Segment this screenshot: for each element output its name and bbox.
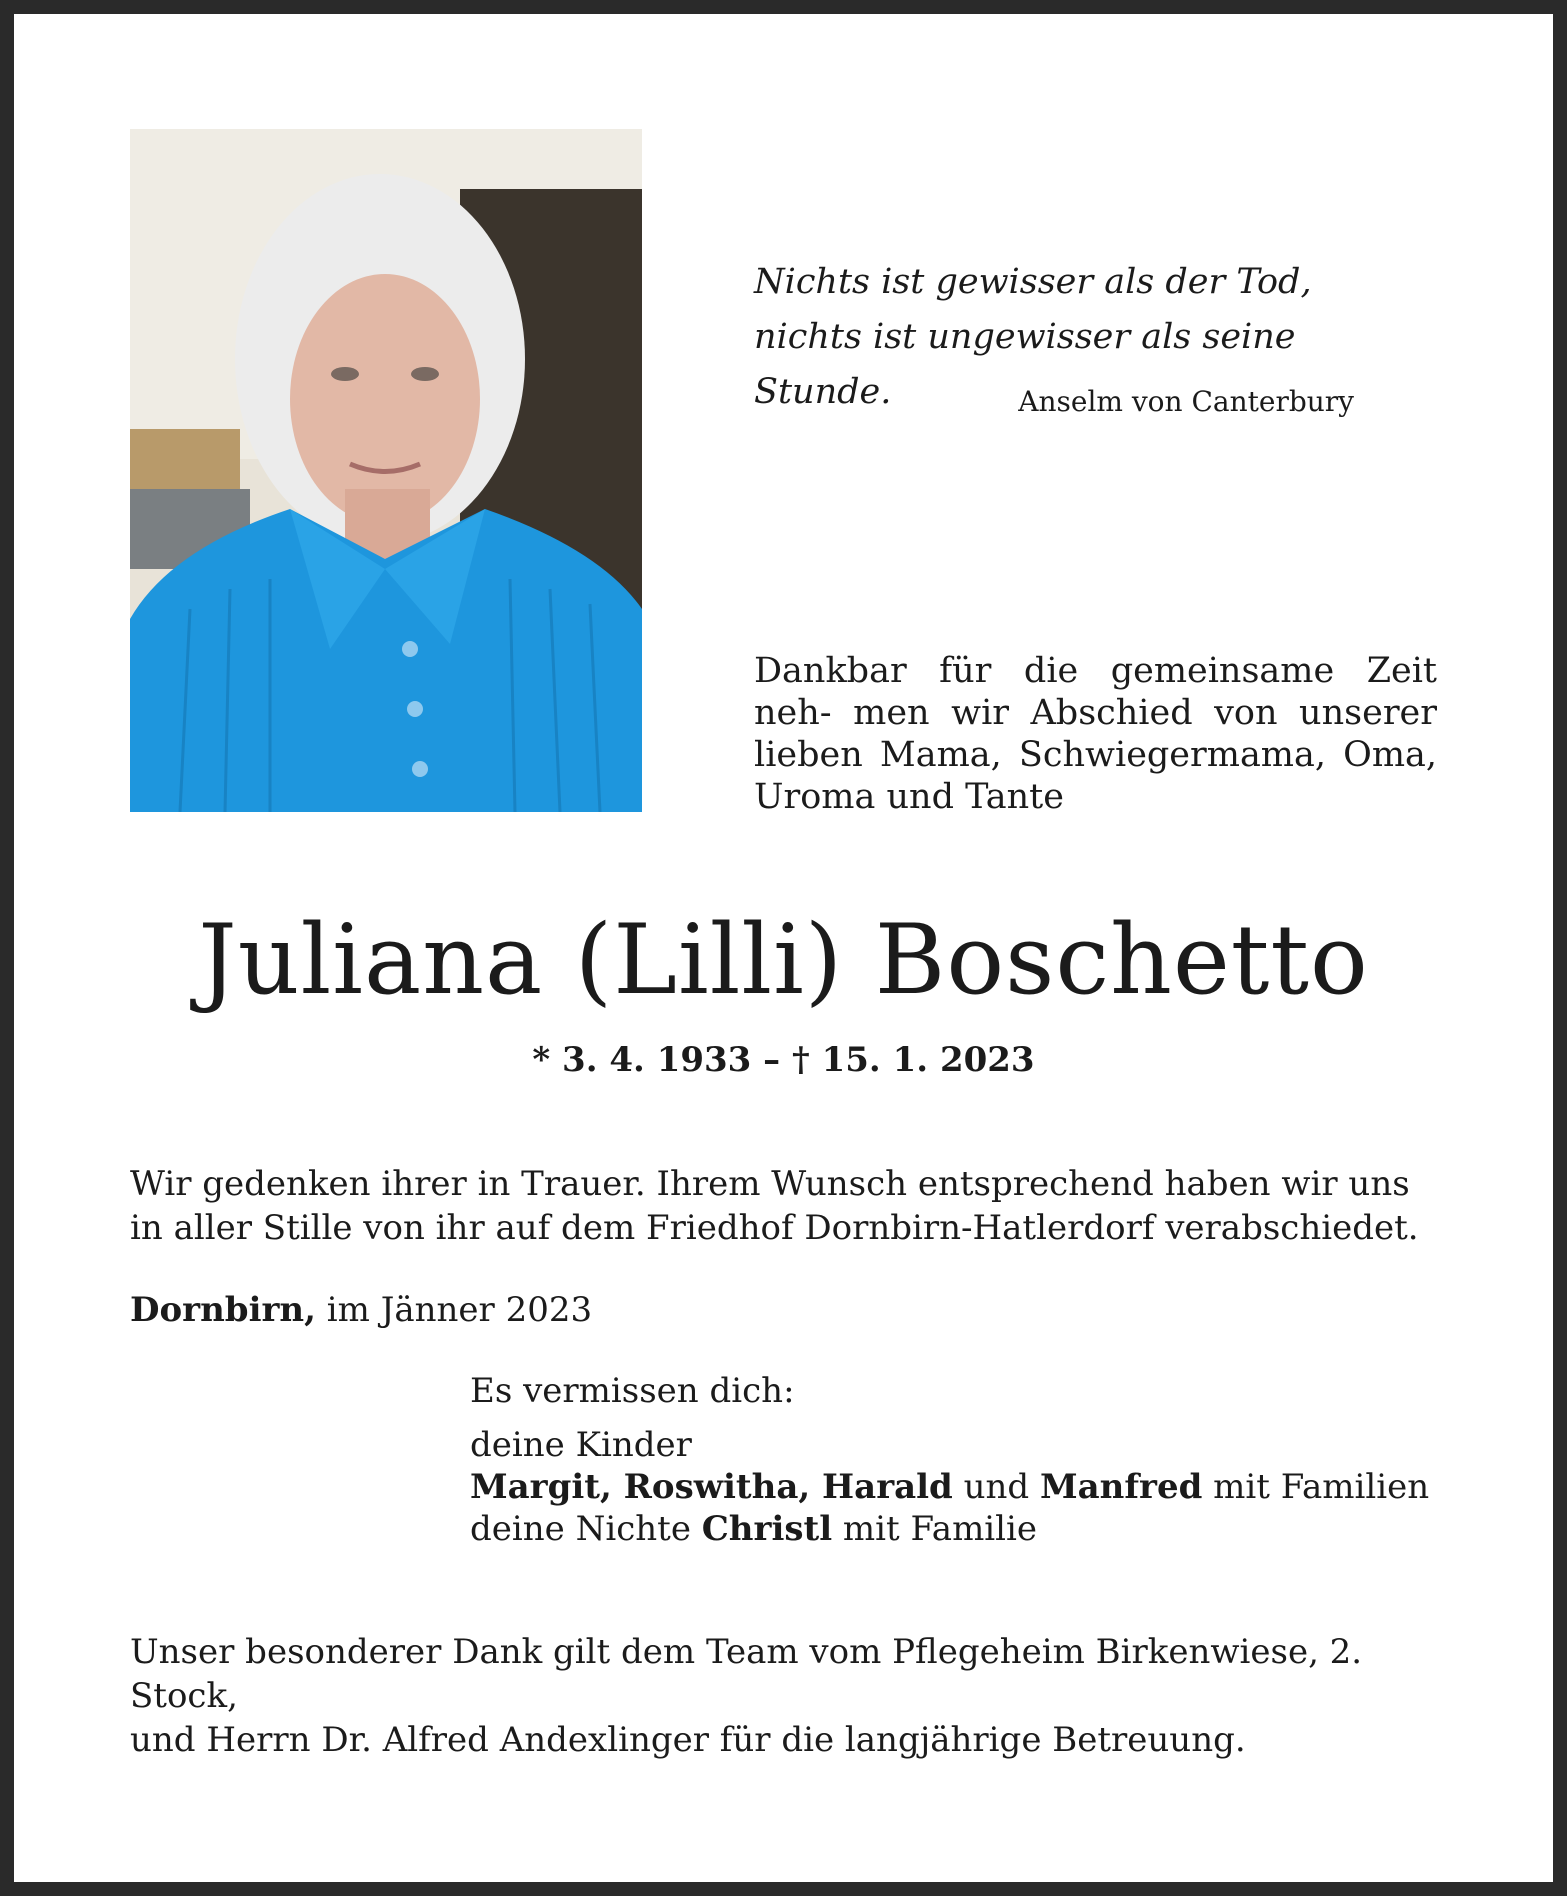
- niece-prefix: deine Nichte: [470, 1509, 702, 1549]
- quote-line-2: nichts ist ungewisser als seine Stunde.: [754, 317, 1296, 412]
- mourners-list: [470, 1370, 1450, 1550]
- children-intro: deine Kinder: [470, 1425, 692, 1465]
- thanks-line-2: und Herrn Dr. Alfred Andexlinger für die langjährige Betreuung.: [130, 1720, 1246, 1760]
- thanks-paragraph: [130, 1630, 1440, 1762]
- niece-suffix: mit Familie: [832, 1509, 1038, 1549]
- life-dates: * 3. 4. 1933 – † 15. 1. 2023: [532, 1040, 1035, 1080]
- body-line-2: in aller Stille von ihr auf dem Friedhof Dornbirn-Hatlerdorf verabschiedet.: [130, 1208, 1419, 1248]
- place-date: [130, 1290, 592, 1330]
- quote-line-1: Nichts ist gewisser als der Tod,: [754, 262, 1312, 302]
- children-suffix: mit Familien: [1202, 1467, 1430, 1507]
- body-paragraph: [130, 1162, 1440, 1250]
- deceased-name: Juliana (Lilli) Boschetto: [198, 904, 1369, 1016]
- children-line: [470, 1466, 1450, 1508]
- children-name-last: Manfred: [1040, 1467, 1203, 1507]
- quote-author: Anselm von Canterbury: [1018, 385, 1354, 418]
- children-names: Margit, Roswitha, Harald: [470, 1467, 953, 1507]
- children-and: und: [952, 1467, 1041, 1507]
- thanks-line-1: Unser besonderer Dank gilt dem Team vom Pflegeheim Birkenwiese, 2. Stock,: [130, 1632, 1363, 1716]
- mourners-heading: Es vermissen dich:: [470, 1371, 795, 1411]
- intro-text: Dankbar für die gemeinsame Zeit neh- men wir Abschied von unserer lieben Mama, Schwiegermama, Oma, Uroma und Tante: [754, 651, 1437, 817]
- portrait-photo: [130, 129, 642, 812]
- place-city: Dornbirn,: [130, 1290, 316, 1330]
- niece-line: [470, 1508, 1450, 1550]
- niece-name: Christl: [701, 1509, 833, 1549]
- place-date-text: im Jänner 2023: [315, 1290, 593, 1330]
- body-line-1: Wir gedenken ihrer in Trauer. Ihrem Wunsch entsprechend haben wir uns: [130, 1164, 1410, 1204]
